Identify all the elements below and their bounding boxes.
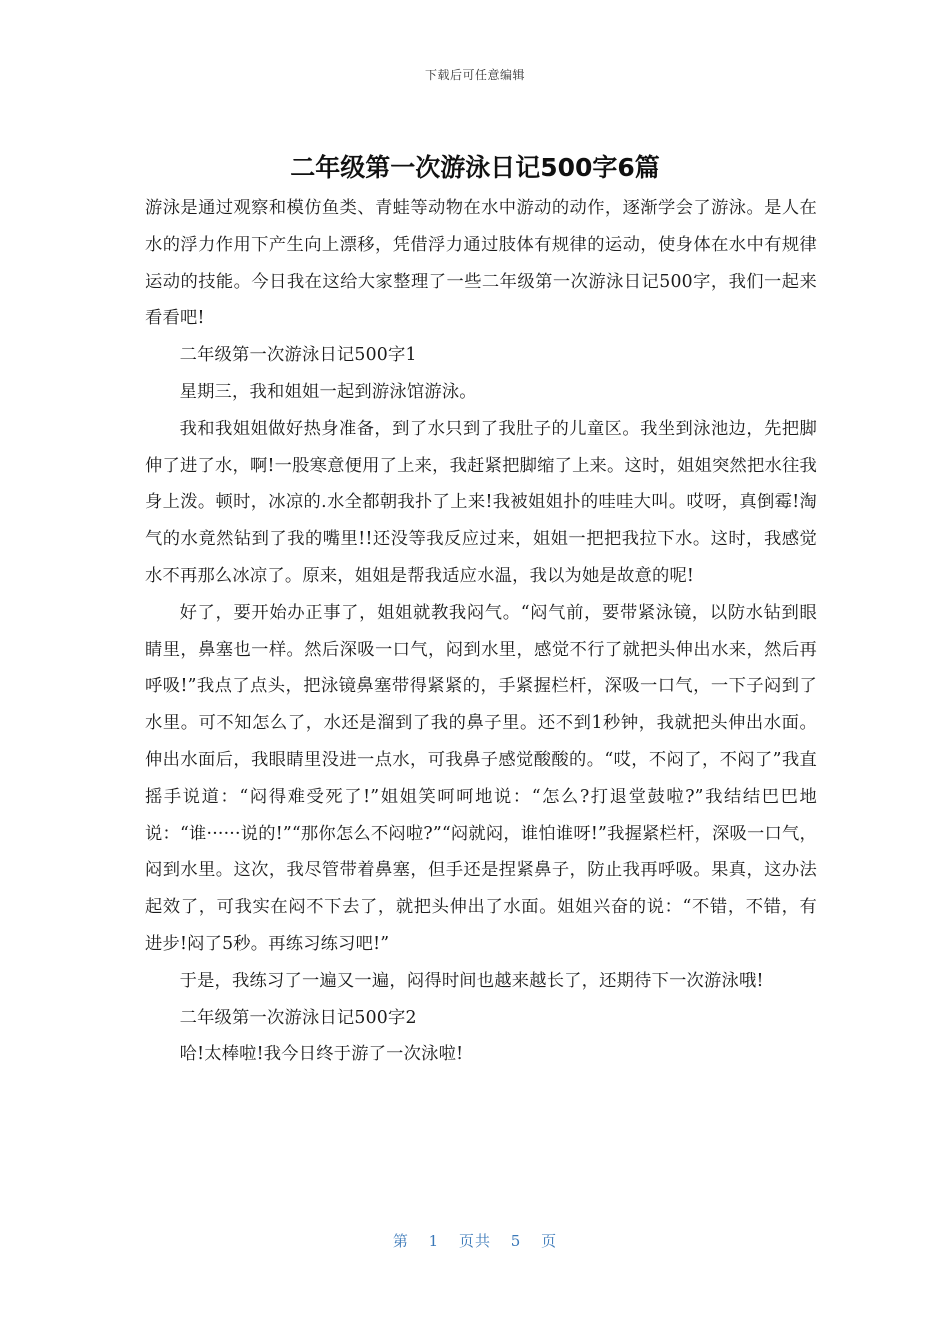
paragraph: 哈!太棒啦!我今日终于游了一次泳啦! [179, 1044, 464, 1065]
paragraph: 好了，要开始办正事了，姐姐就教我闷气。“闷气前，要带紧泳镜，以防水钻到眼睛里，鼻塞也一样。然后深吸一口气，闷到水里，感觉不行了就把头伸出水来，然后再呼吸!”我点了点头，把泳镜鼻塞带得紧紧的，手紧握栏杆，深吸一口气，一下子闷到了水里。可不知怎么了，水还是溜到了我的鼻子里。还不到1秒钟，我就把头伸出水面。伸出水面后，我眼睛里没进一点水，可我鼻子感觉酸酸的。“哎，不闷了，不闷了”我直摇手说道：“闷得难受死了!”姐姐笑呵呵地说：“怎么?打退堂鼓啦?”我结结巴巴地说：“谁······说的!”“那你怎么不闷啦?”“闷就闷，谁怕谁呀!”我握紧栏杆，深吸一口气，闷到水里。这次，我尽管带着鼻塞，但手还是捏紧鼻子，防止我再呼吸。果真，这办法起效了，可我实在闷不下去了，就把头伸出了水面。姐姐兴奋的说：“不错，不错，有进步!闷了5秒。再练习练习吧!” [145, 602, 817, 954]
paragraph: 于是，我练习了一遍又一遍，闷得时间也越来越长了，还期待下一次游泳哦! [179, 970, 764, 991]
paragraph: 我和我姐姐做好热身准备，到了水只到了我肚子的儿童区。我坐到泳池边，先把脚伸了进了水，啊!一股寒意便用了上来，我赶紧把脚缩了上来。这时，姐姐突然把水往我身上泼。顿时，冰凉的.水全都朝我扑了上来!我被姐姐扑的哇哇大叫。哎呀，真倒霉!淘气的水竟然钻到了我的嘴里!!还没等我反应过来，姐姐一把把我拉下水。这时，我感觉水不再那么冰凉了。原来，姐姐是帮我适应水温，我以为她是故意的呢! [145, 418, 817, 586]
paragraph: 星期三，我和姐姐一起到游泳馆游泳。 [179, 381, 477, 402]
paragraph-intro: 游泳是通过观察和模仿鱼类、青蛙等动物在水中游动的动作，逐渐学会了游泳。是人在水的浮力作用下产生向上漂移，凭借浮力通过肢体有规律的运动，使身体在水中有规律运动的技能。今日我在这给大家整理了一些二年级第一次游泳日记500字，我们一起来看看吧! [145, 198, 817, 329]
page-number-footer: 第 1 页共 5 页 [392, 1232, 558, 1250]
section-heading-2: 二年级第一次游泳日记500字2 [179, 1007, 417, 1028]
document-body [145, 190, 817, 1073]
section-heading-1: 二年级第一次游泳日记500字1 [179, 345, 417, 366]
document-title: 二年级第一次游泳日记500字6篇 [290, 153, 660, 182]
page-header-note: 下载后可任意编辑 [424, 68, 525, 82]
